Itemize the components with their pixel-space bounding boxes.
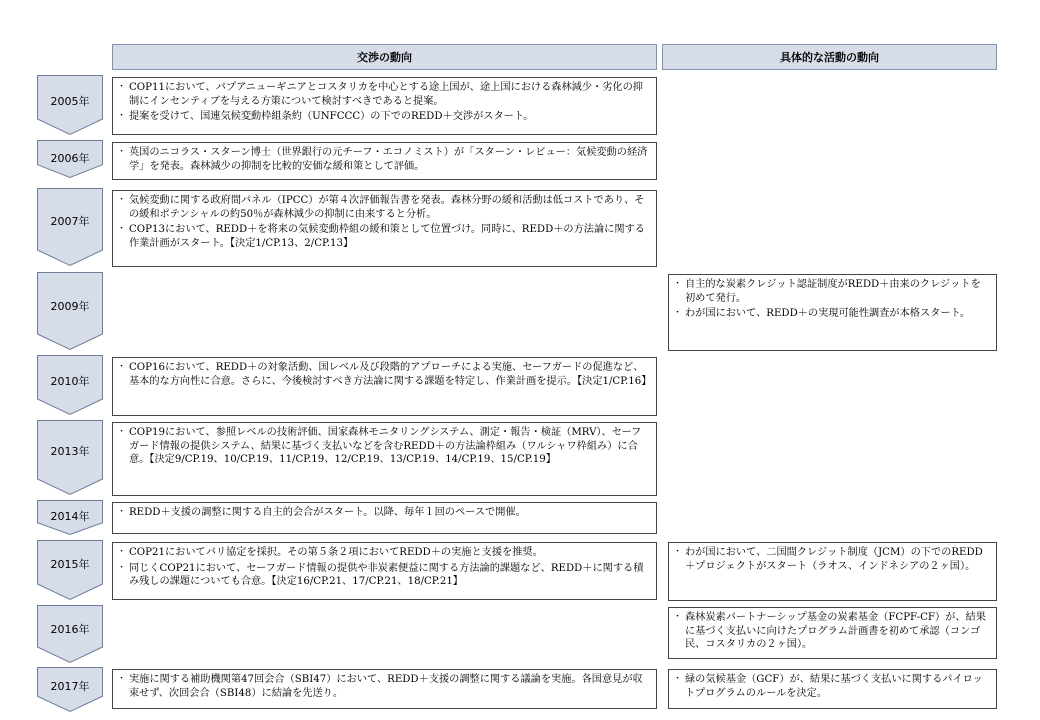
bullet-item: ・ 森林炭素パートナーシップ基金の炭素基金（FCPF-CF）が、結果に基づく支払いに向けたプログラム計画書を初めて承認（コンゴ民、コスタリカの２ヶ国）。 <box>676 611 990 652</box>
negotiation-box <box>112 669 657 709</box>
bullet-item: ・ 実施に関する補助機関第47回会合（SBI47）において、REDD＋支援の調整に関する議論を実施。各国意見が収束せず、次回会合（SBI48）に結論を先送り。 <box>120 673 650 700</box>
bullet-item: ・ 自主的な炭素クレジット認証制度がREDD＋由来のクレジットを初めて発行。 <box>676 278 990 305</box>
negotiation-box <box>112 502 657 534</box>
year-marker <box>37 355 103 415</box>
bullet-item: ・ わが国において、REDD＋の実現可能性調査が本格スタート。 <box>676 307 990 321</box>
negotiation-box <box>112 422 657 496</box>
year-label: 2007年 <box>50 215 90 228</box>
header-negotiation: 交渉の動向 <box>112 44 657 70</box>
year-label: 2010年 <box>50 375 90 388</box>
year-label: 2017年 <box>50 680 90 693</box>
year-marker <box>37 540 103 600</box>
year-label: 2013年 <box>50 445 90 458</box>
bullet-item: ・ 気候変動に関する政府間パネル（IPCC）が第４次評価報告書を発表。森林分野の緩和活動は低コストであり、その緩和ポテンシャルの約50％が森林減少の抑制に由来すると分析。 <box>120 194 650 221</box>
year-label: 2015年 <box>50 558 90 571</box>
year-marker <box>37 75 103 135</box>
year-label: 2014年 <box>50 510 90 523</box>
year-label: 2005年 <box>50 95 90 108</box>
bullet-item: ・ COP13において、REDD＋を将来の気候変動枠組の緩和策として位置づけ。同時に、REDD＋の方法論に関する作業計画がスタート。【決定1/CP.13、2/CP.13】 <box>120 223 650 250</box>
bullet-item: ・ 同じくCOP21において、セーフガード情報の提供や非炭素便益に関する方法論的課題など、REDD＋に関する積み残しの課題についても合意。【決定16/CP.21、17/CP.21、18/CP.21】 <box>120 562 650 589</box>
negotiation-box <box>112 542 657 600</box>
negotiation-box <box>112 190 657 267</box>
year-marker <box>37 605 103 663</box>
year-marker <box>37 420 103 495</box>
year-label: 2016年 <box>50 623 90 636</box>
year-marker <box>37 188 103 266</box>
bullet-item: ・ わが国において、二国間クレジット制度（JCM）の下でのREDD＋プロジェクトがスタート（ラオス、インドネシアの２ヶ国）。 <box>676 546 990 573</box>
bullet-item: ・ COP11において、パプアニューギニアとコスタリカを中心とする途上国が、途上国における森林減少・劣化の抑制にインセンティブを与える方策について検討すべきであると提案。 <box>120 81 650 108</box>
bullet-item: ・ 提案を受けて、国連気候変動枠組条約（UNFCCC）の下でのREDD＋交渉がスタート。 <box>120 110 650 124</box>
negotiation-box <box>112 77 657 135</box>
year-label: 2006年 <box>50 152 90 165</box>
year-marker <box>37 667 103 712</box>
bullet-item: ・ 英国のニコラス・スターン博士（世界銀行の元チーフ・エコノミスト）が「スターン・レビュー：気候変動の経済学」を発表。森林減少の抑制を比較的安価な緩和策として評価。 <box>120 146 650 173</box>
activity-box <box>668 274 997 351</box>
negotiation-box <box>112 142 657 180</box>
bullet-item: ・ COP19において、参照レベルの技術評価、国家森林モニタリングシステム、測定・報告・検証（MRV）、セーフガード情報の提供システム、結果に基づく支払いなどを含むREDD＋の方法論枠組み（ワルシャワ枠組み）に合意。【決定9/CP.19、10/CP.19、11/CP.19、12/CP.19、13/CP.19、14/CP.19、15/CP.19】 <box>120 426 650 467</box>
header-activity: 具体的な活動の動向 <box>662 44 997 70</box>
bullet-item: ・ COP16において、REDD＋の対象活動、国レベル及び段階的アプローチによる実施、セーフガードの促進など、基本的な方向性に合意。さらに、今後検討すべき方法論に関する課題を特定し、作業計画を提示。【決定1/CP.16】 <box>120 361 650 388</box>
activity-box <box>668 607 997 659</box>
year-marker <box>37 272 103 350</box>
year-marker <box>37 500 103 535</box>
bullet-item: ・ COP21においてパリ協定を採択。その第５条２項においてREDD＋の実施と支援を推奨。 <box>120 546 650 560</box>
year-marker <box>37 140 103 178</box>
bullet-item: ・ REDD＋支援の調整に関する自主的会合がスタート。以降、毎年１回のペースで開催。 <box>120 506 650 520</box>
activity-box <box>668 542 997 601</box>
activity-box <box>668 669 997 709</box>
negotiation-box <box>112 357 657 416</box>
year-label: 2009年 <box>50 300 90 313</box>
bullet-item: ・ 緑の気候基金（GCF）が、結果に基づく支払いに関するパイロットプログラムのルールを決定。 <box>676 673 990 700</box>
